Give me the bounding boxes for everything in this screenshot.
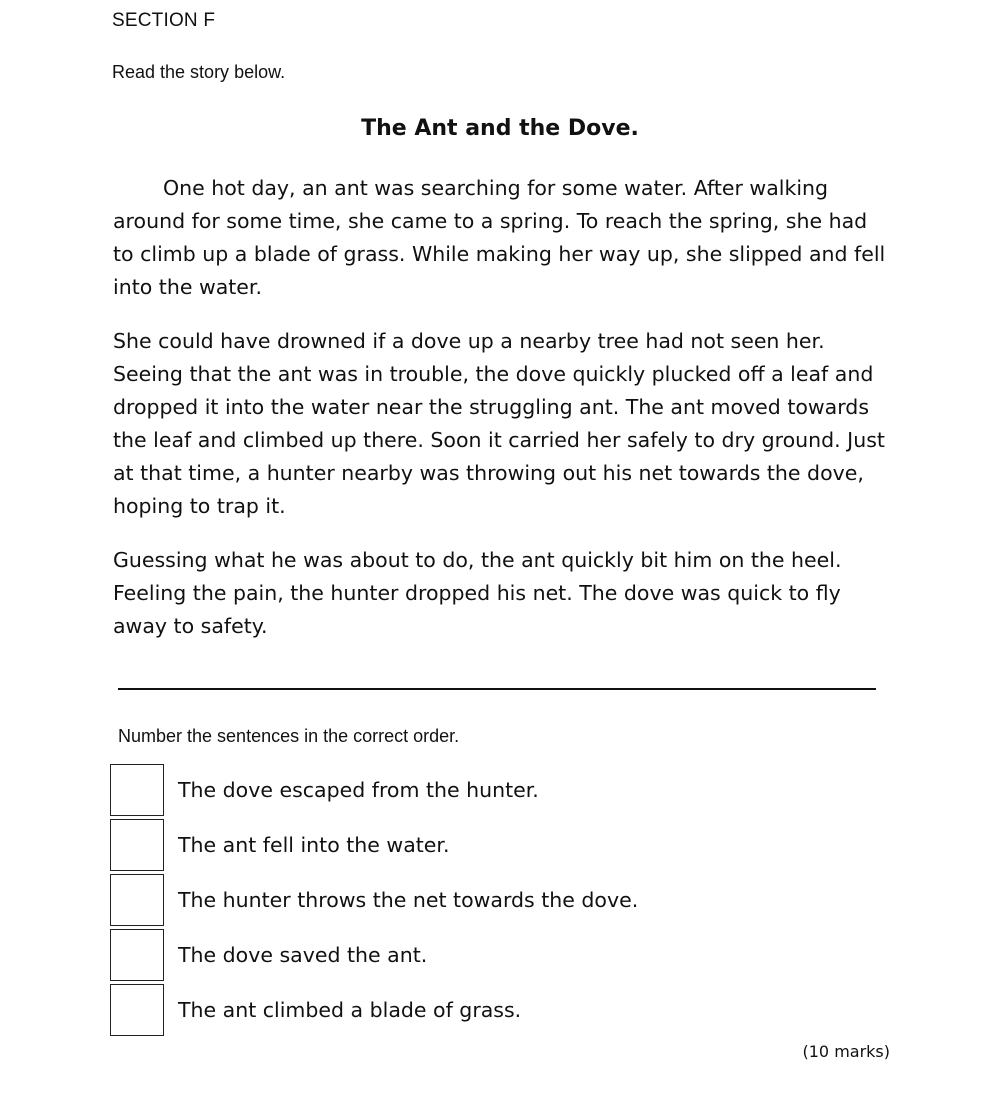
list-item [110, 982, 638, 1037]
list-item [110, 762, 638, 817]
sentence-text-5: The ant climbed a blade of grass. [178, 997, 522, 1022]
sentence-text-1: The dove escaped from the hunter. [178, 777, 539, 802]
answer-box-5[interactable] [110, 984, 164, 1036]
sentence-order-list [110, 762, 638, 1037]
story-body [113, 172, 893, 664]
exercise-instruction: Number the sentences in the correct order. [118, 726, 460, 746]
marks-label: (10 marks) [802, 1042, 890, 1061]
list-item [110, 872, 638, 927]
reading-instruction: Read the story below. [112, 62, 286, 82]
story-title: The Ant and the Dove. [361, 116, 639, 141]
answer-box-1[interactable] [110, 764, 164, 816]
story-paragraph-2: She could have drowned if a dove up a nearby tree had not seen her. Seeing that the ant was in trouble, the dove quickly plucked off a leaf and dropped it into the water near the struggling ant. The ant moved towards the leaf and climbed up there. Soon it carried her safely to dry ground. Just at that time, a hunter nearby was throwing out his net towards the dove, hoping to trap it. [113, 329, 885, 518]
section-label: SECTION F [112, 10, 216, 31]
sentence-text-3: The hunter throws the net towards the dove. [178, 887, 639, 912]
answer-box-2[interactable] [110, 819, 164, 871]
sentence-text-4: The dove saved the ant. [178, 942, 428, 967]
story-paragraph-1: One hot day, an ant was searching for some water. After walking around for some time, she came to a spring. To reach the spring, she had to climb up a blade of grass. While making her way up, she slipped and fell into the water. [113, 176, 886, 299]
sentence-text-2: The ant fell into the water. [178, 832, 450, 857]
story-paragraph-3: Guessing what he was about to do, the ant quickly bit him on the heel. Feeling the pain, the hunter dropped his net. The dove was quick to fly away to safety. [113, 548, 842, 638]
answer-box-4[interactable] [110, 929, 164, 981]
list-item [110, 817, 638, 872]
answer-box-3[interactable] [110, 874, 164, 926]
divider-line [118, 688, 876, 690]
list-item [110, 927, 638, 982]
